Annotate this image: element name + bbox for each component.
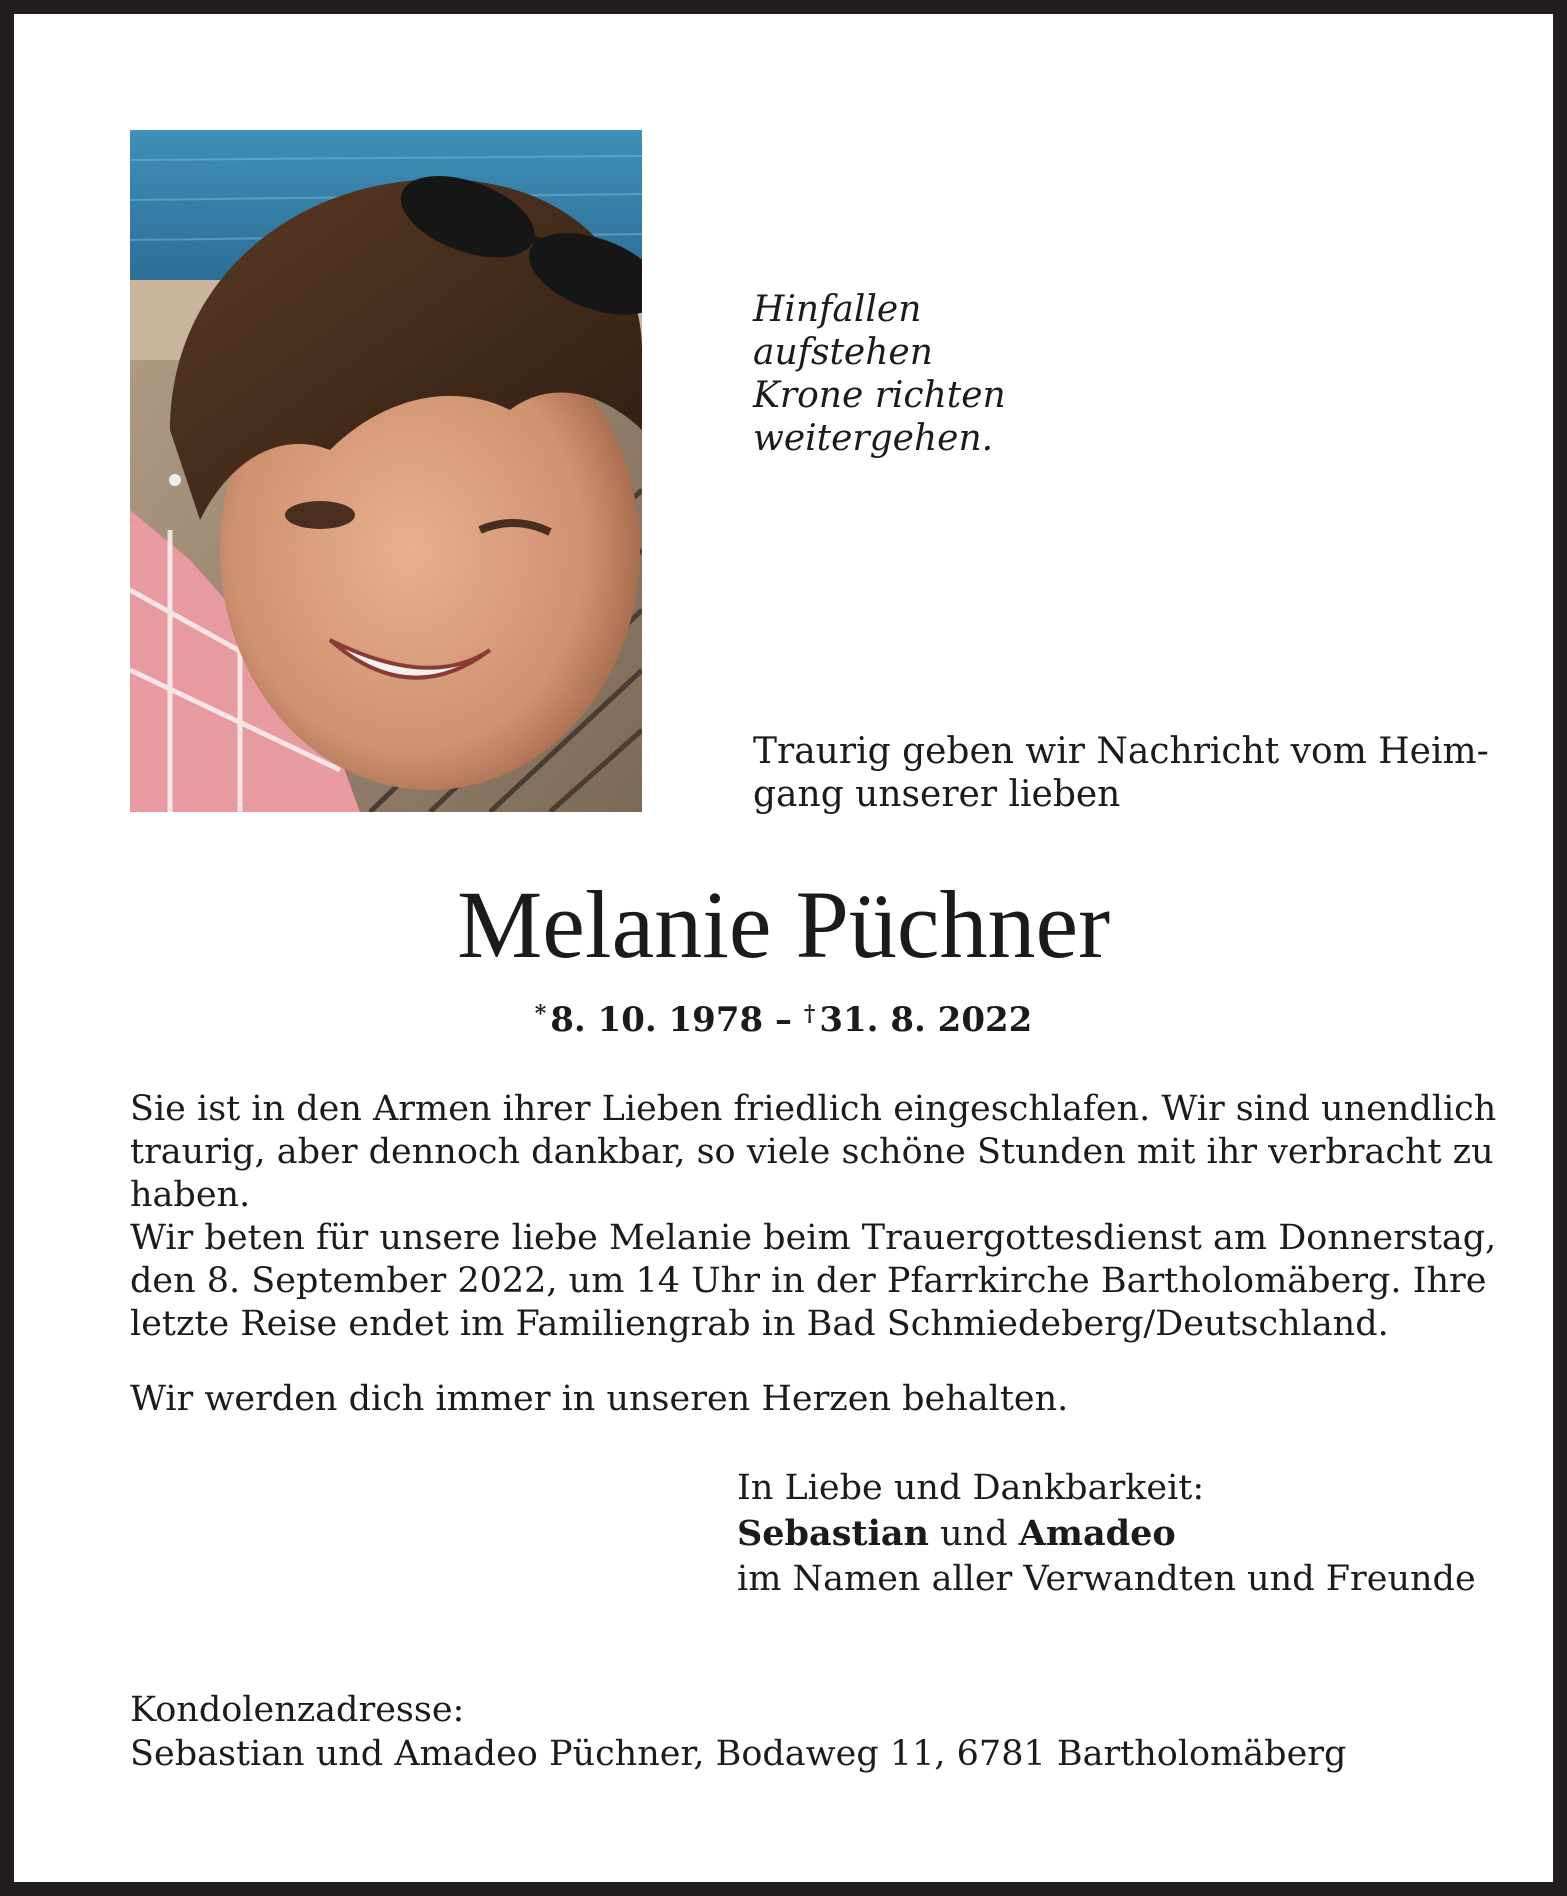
motto-line: weitergehen.: [753, 418, 994, 459]
motto-line: Hinfallen: [753, 289, 922, 330]
paragraph-1: [130, 1088, 1497, 1217]
death-date: 31. 8. 2022: [819, 1000, 1033, 1040]
text-line: Sie ist in den Armen ihrer Lieben friedlich eingeschlafen. Wir sind unendlich: [130, 1089, 1497, 1129]
signoff-intro: In Liebe und Dankbarkeit:: [737, 1468, 1205, 1508]
announcement-line: gang unserer lieben: [753, 774, 1121, 815]
text-line: den 8. September 2022, um 14 Uhr in der Pfarrkirche Bartholomäberg. Ihre: [130, 1261, 1487, 1301]
paragraph-2: [130, 1217, 1497, 1346]
condolence-label: Kondolenzadresse:: [130, 1690, 465, 1730]
motto-line: aufstehen: [753, 332, 933, 373]
signoff-on-behalf: im Namen aller Verwandten und Freunde: [737, 1559, 1476, 1599]
life-dates: [0, 992, 1567, 1042]
text-line: traurig, aber dennoch dankbar, so viele schöne Stunden mit ihr verbracht zu: [130, 1132, 1494, 1172]
motto-quote: [753, 288, 1006, 460]
portrait-photo: [130, 130, 642, 812]
date-separator: –: [763, 1000, 804, 1040]
signer-name: Amadeo: [1018, 1513, 1176, 1554]
motto-line: Krone richten: [753, 375, 1006, 416]
closing-sentence: Wir werden dich immer in unseren Herzen behalten.: [130, 1379, 1069, 1419]
condolence-address-line: Sebastian und Amadeo Püchner, Bodaweg 11, 6781 Bartholomäberg: [130, 1734, 1347, 1774]
announcement-line: Traurig geben wir Nachricht vom Heim-: [753, 731, 1489, 772]
death-symbol: †: [803, 1001, 816, 1027]
signoff: [737, 1466, 1476, 1602]
deceased-name: Melanie Püchner: [456, 871, 1111, 978]
condolence-address: [130, 1688, 1346, 1776]
birth-date: 8. 10. 1978: [550, 1000, 764, 1040]
birth-symbol: *: [534, 1001, 547, 1027]
obituary-text: [130, 1088, 1497, 1346]
text-line: letzte Reise endet im Familiengrab in Bad Schmiedeberg/Deutschland.: [130, 1304, 1389, 1344]
announcement: [753, 730, 1489, 816]
text-line: Wir beten für unsere liebe Melanie beim Trauergottesdienst am Donnerstag,: [130, 1218, 1497, 1258]
signer-name: Sebastian: [737, 1513, 929, 1554]
portrait-photo-icon: [130, 130, 642, 812]
signer-conjunction: und: [929, 1514, 1019, 1554]
text-line: haben.: [130, 1175, 251, 1215]
signoff-names: [737, 1511, 1476, 1557]
